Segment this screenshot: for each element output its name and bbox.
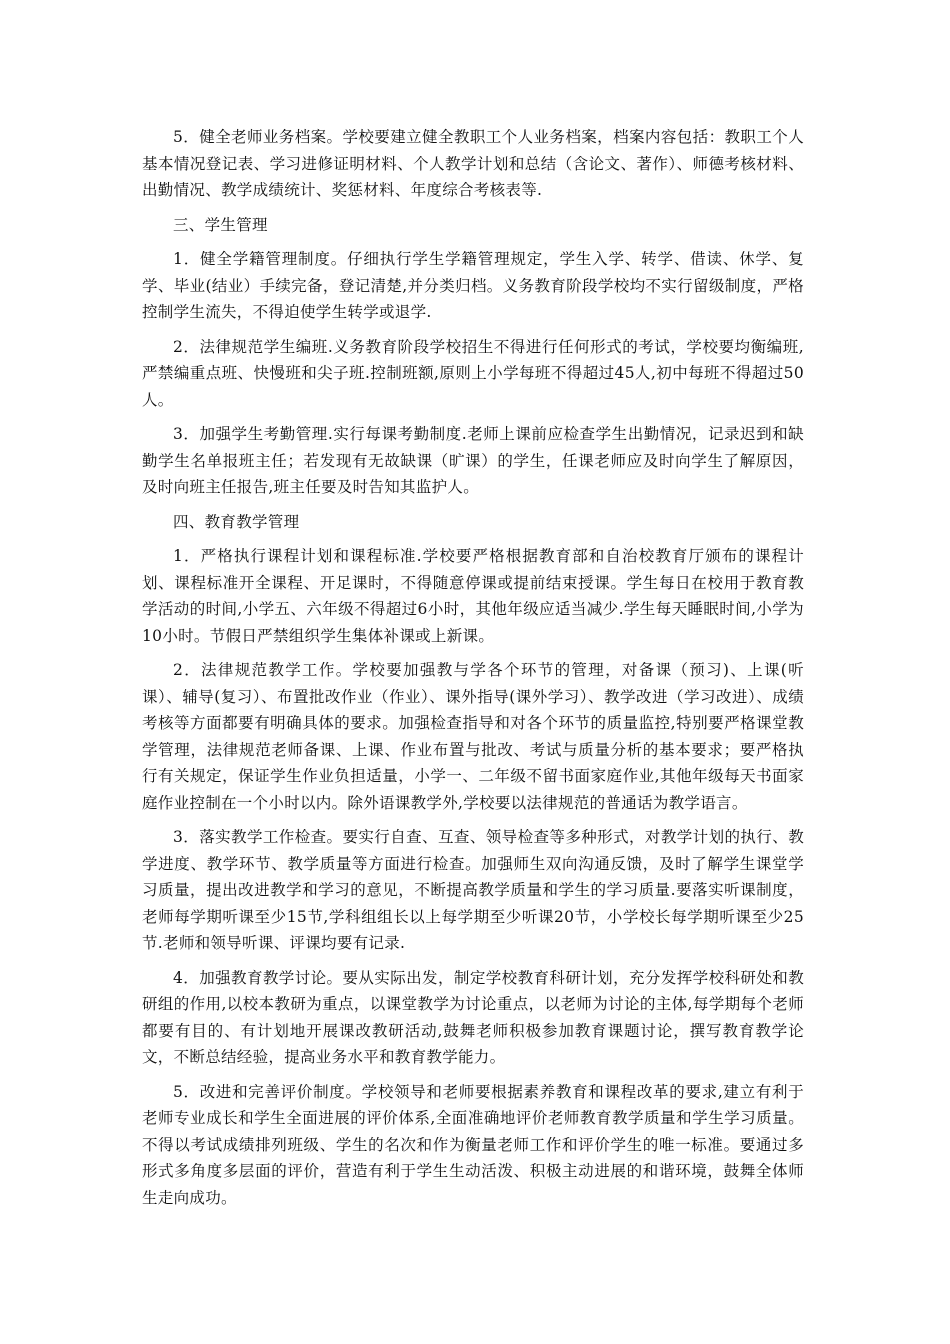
paragraph-attendance: 3．加强学生考勤管理.实行每课考勤制度.老师上课前应检查学生出勤情况，记录迟到和缺勤学生名单报班主任；若发现有无故缺课（旷课）的学生，任课老师应及时向学生了解原因，及时向班主任报告,班主任要及时告知其监护人。 <box>142 425 804 496</box>
paragraph-enrollment-records: 1．健全学籍管理制度。仔细执行学生学籍管理规定，学生入学、转学、借读、休学、复学、毕业(结业）手续完备，登记清楚,并分类归档。义务教育阶段学校均不实行留级制度，严格控制学生流失，不得迫使学生转学或退学. <box>142 250 804 321</box>
paragraph-teaching-inspection: 3．落实教学工作检查。要实行自查、互查、领导检查等多种形式，对教学计划的执行、教学进度、教学环节、教学质量等方面进行检查。加强师生双向沟通反馈，及时了解学生课堂学习质量，提出改进教学和学习的意见，不断提高教学质量和学生的学习质量.要落实听课制度，老师每学期听课至少15节,学科组组长以上每学期至少听课20节，小学校长每学期听课至少25节.老师和领导听课、评课均要有记录. <box>142 828 804 952</box>
section-heading-teaching-management: 四、教育教学管理 <box>173 512 300 531</box>
paragraph-teaching-work: 2．法律规范教学工作。学校要加强教与学各个环节的管理，对备课（预习)、上课(听课）、辅导(复习）、布置批改作业（作业）、课外指导(课外学习）、教学改进（学习改进）、成绩考核等方面都要有明确具体的要求。加强检查指导和对各个环节的质量监控,特别要严格课堂教学管理，法律规范老师备课、上课、作业布置与批改、考试与质量分析的基本要求；要严格执行有关规定，保证学生作业负担适量，小学一、二年级不留书面家庭作业,其他年级每天书面家庭作业控制在一个小时以内。除外语课教学外,学校要以法律规范的普通话为教学语言。 <box>142 661 804 812</box>
paragraph-teaching-research: 4．加强教育教学讨论。要从实际出发，制定学校教育科研计划，充分发挥学校科研处和教研组的作用,以校本教研为重点，以课堂教学为讨论重点，以老师为讨论的主体,每学期每个老师都要有目的、有计划地开展课改教研活动,鼓舞老师积极参加教育课题讨论，撰写教育教学论文，不断总结经验，提高业务水平和教育教学能力。 <box>142 968 804 1066</box>
paragraph-teacher-archives: 5．健全老师业务档案。学校要建立健全教职工个人业务档案，档案内容包括：教职工个人基本情况登记表、学习进修证明材料、个人教学计划和总结（含论文、著作）、师德考核材料、出勤情况、教学成绩统计、奖惩材料、年度综合考核表等. <box>142 128 804 199</box>
document-body <box>142 124 804 1219</box>
paragraph-class-grouping: 2．法律规范学生编班.义务教育阶段学校招生不得进行任何形式的考试，学校要均衡编班,严禁编重点班、快慢班和尖子班.控制班额,原则上小学每班不得超过45人,初中每班不得超过50人。 <box>142 337 804 409</box>
paragraph-curriculum-plan: 1．严格执行课程计划和课程标准.学校要严格根据教育部和自治校教育厅颁布的课程计划、课程标准开全课程、开足课时，不得随意停课或提前结束授课。学生每日在校用于教育教学活动的时间,小学五、六年级不得超过6小时，其他年级应适当减少.学生每天睡眠时间,小学为10小时。节假日严禁组织学生集体补课或上新课。 <box>142 547 804 645</box>
section-heading-student-management: 三、学生管理 <box>173 215 268 234</box>
paragraph-evaluation-system: 5．改进和完善评价制度。学校领导和老师要根据素养教育和课程改革的要求,建立有利于老师专业成长和学生全面进展的评价体系,全面准确地评价老师教育教学质量和学生学习质量。不得以考试成绩排列班级、学生的名次和作为衡量老师工作和评价学生的唯一标准。要通过多形式多角度多层面的评价，营造有利于学生生动活泼、积极主动进展的和谐环境，鼓舞全体师生走向成功。 <box>142 1082 804 1207</box>
